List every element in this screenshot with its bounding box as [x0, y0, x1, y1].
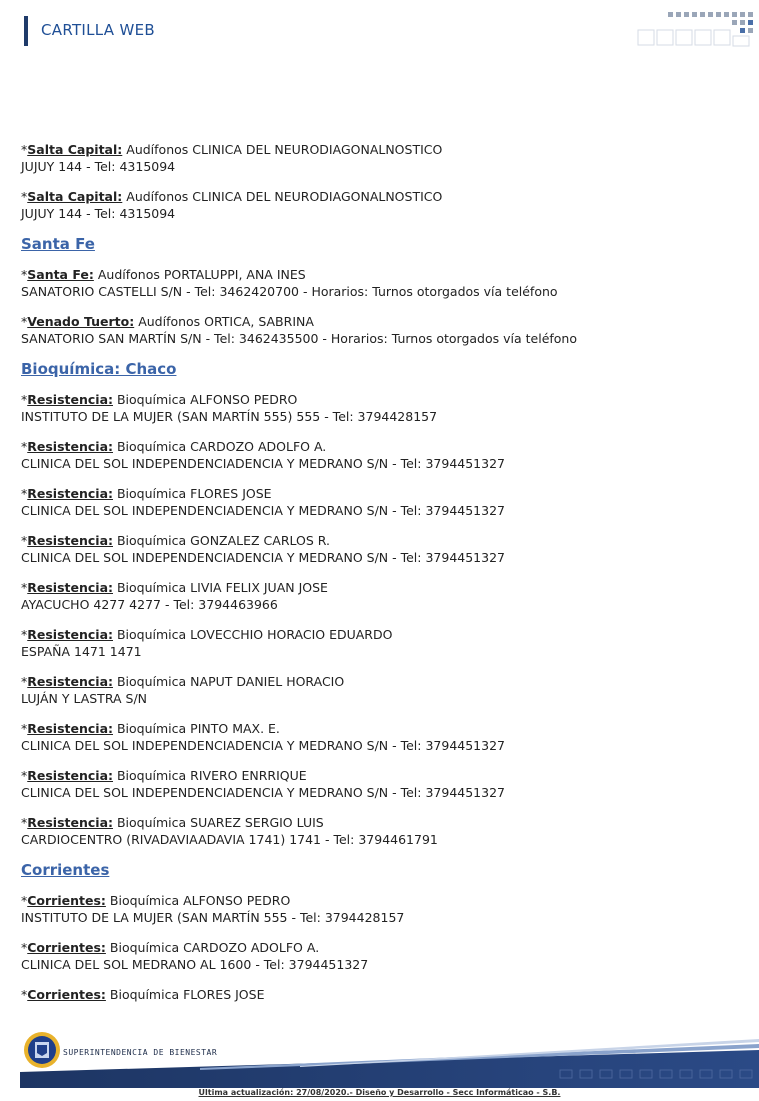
entry-location: Corrientes:	[27, 940, 106, 955]
entry-location: Resistencia:	[27, 580, 113, 595]
entry-location: Resistencia:	[27, 439, 113, 454]
entry-bullet: *	[21, 627, 28, 642]
entry-location: Corrientes:	[27, 893, 106, 908]
entry-address: CLINICA DEL SOL INDEPENDENCIADENCIA Y MEDRANO S/N - Tel: 3794451327	[21, 456, 505, 471]
listing-entry	[21, 485, 741, 519]
entry-address: SANATORIO CASTELLI S/N - Tel: 3462420700 - Horarios: Turnos otorgados vía teléfono	[21, 284, 558, 299]
listing-entry	[21, 532, 741, 566]
entry-description: Bioquímica NAPUT DANIEL HORACIO	[116, 674, 345, 689]
entry-bullet: *	[21, 893, 28, 908]
page-footer	[0, 1028, 759, 1101]
entry-bullet: *	[21, 580, 28, 595]
entry-address: CLINICA DEL SOL INDEPENDENCIADENCIA Y MEDRANO S/N - Tel: 3794451327	[21, 550, 505, 565]
entry-location: Salta Capital:	[27, 142, 123, 157]
entry-description: Bioquímica SUAREZ SERGIO LUIS	[116, 815, 324, 830]
listing-entry	[21, 579, 741, 613]
entry-bullet: *	[21, 314, 28, 329]
entry-address: JUJUY 144 - Tel: 4315094	[21, 159, 176, 174]
entry-description: Audífonos ORTICA, SABRINA	[138, 314, 314, 329]
entry-address: CLINICA DEL SOL INDEPENDENCIADENCIA Y MEDRANO S/N - Tel: 3794451327	[21, 785, 505, 800]
entry-address: LUJÁN Y LASTRA S/N	[21, 691, 148, 706]
entry-location: Resistencia:	[27, 627, 113, 642]
entry-address: SANATORIO SAN MARTÍN S/N - Tel: 3462435500 - Horarios: Turnos otorgados vía teléfono	[21, 331, 577, 346]
entry-location: Resistencia:	[27, 768, 113, 783]
last-updated-note: Ultima actualización: 27/08/2020.- Diseño y Desarrollo - Secc Informáticao - S.B.	[198, 1088, 561, 1097]
entry-description: Bioquímica LIVIA FELIX JUAN JOSE	[116, 580, 328, 595]
entry-bullet: *	[21, 674, 28, 689]
entry-bullet: *	[21, 142, 28, 157]
listing-entry	[21, 141, 741, 175]
institution-logo-icon	[23, 1031, 61, 1069]
entry-location: Resistencia:	[27, 486, 113, 501]
entry-location: Venado Tuerto:	[27, 314, 135, 329]
entry-description: Bioquímica FLORES JOSE	[109, 987, 265, 1002]
listing-entry	[21, 814, 741, 848]
entry-location: Resistencia:	[27, 392, 113, 407]
section-heading: Bioquímica: Chaco	[21, 360, 177, 378]
entry-description: Bioquímica CARDOZO ADOLFO A.	[116, 439, 327, 454]
entry-description: Bioquímica LOVECCHIO HORACIO EDUARDO	[116, 627, 393, 642]
organization-name: SUPERINTENDENCIA DE BIENESTAR	[63, 1048, 218, 1057]
entry-address: CARDIOCENTRO (RIVADAVIAADAVIA 1741) 1741 - Tel: 3794461791	[21, 832, 438, 847]
entry-description: Audífonos CLINICA DEL NEURODIAGONALNOSTICO	[126, 142, 443, 157]
entry-bullet: *	[21, 940, 28, 955]
entry-address: CLINICA DEL SOL MEDRANO AL 1600 - Tel: 3794451327	[21, 957, 369, 972]
entry-bullet: *	[21, 987, 28, 1002]
header-accent-bar	[24, 16, 28, 46]
listing-entry	[21, 626, 741, 660]
entry-address: CLINICA DEL SOL INDEPENDENCIADENCIA Y MEDRANO S/N - Tel: 3794451327	[21, 503, 505, 518]
listing-entry	[21, 438, 741, 472]
entry-location: Resistencia:	[27, 815, 113, 830]
entry-description: Bioquímica FLORES JOSE	[116, 486, 272, 501]
entry-description: Audífonos CLINICA DEL NEURODIAGONALNOSTICO	[126, 189, 443, 204]
entry-address: INSTITUTO DE LA MUJER (SAN MARTÍN 555 - Tel: 3794428157	[21, 910, 405, 925]
listing-entry	[21, 986, 741, 1003]
entry-address: CLINICA DEL SOL INDEPENDENCIADENCIA Y MEDRANO S/N - Tel: 3794451327	[21, 738, 505, 753]
entry-bullet: *	[21, 392, 28, 407]
entry-location: Resistencia:	[27, 533, 113, 548]
page-header	[0, 0, 759, 60]
entry-location: Corrientes:	[27, 987, 106, 1002]
section-heading: Corrientes	[21, 861, 110, 879]
entry-description: Bioquímica RIVERO ENRRIQUE	[116, 768, 307, 783]
listing-entry	[21, 892, 741, 926]
entry-address: INSTITUTO DE LA MUJER (SAN MARTÍN 555) 555 - Tel: 3794428157	[21, 409, 438, 424]
listing-entry	[21, 313, 741, 347]
entry-description: Bioquímica PINTO MAX. E.	[116, 721, 280, 736]
listing-entry	[21, 767, 741, 801]
entry-bullet: *	[21, 439, 28, 454]
entry-address: ESPAÑA 1471 1471	[21, 644, 142, 659]
entry-location: Santa Fe:	[27, 267, 94, 282]
entry-description: Bioquímica ALFONSO PEDRO	[116, 392, 298, 407]
header-decoration-icon	[636, 12, 756, 48]
entry-location: Resistencia:	[27, 721, 113, 736]
entry-bullet: *	[21, 533, 28, 548]
entry-location: Resistencia:	[27, 674, 113, 689]
entry-bullet: *	[21, 267, 28, 282]
entry-bullet: *	[21, 486, 28, 501]
listing-entry	[21, 266, 741, 300]
entry-description: Bioquímica GONZALEZ CARLOS R.	[116, 533, 330, 548]
section-heading: Santa Fe	[21, 235, 95, 253]
listing-entry	[21, 391, 741, 425]
entry-description: Bioquímica ALFONSO PEDRO	[109, 893, 291, 908]
entry-description: Bioquímica CARDOZO ADOLFO A.	[109, 940, 320, 955]
entry-address: AYACUCHO 4277 4277 - Tel: 3794463966	[21, 597, 278, 612]
entry-bullet: *	[21, 815, 28, 830]
listing-entry	[21, 188, 741, 222]
entry-description: Audífonos PORTALUPPI, ANA INES	[97, 267, 306, 282]
entry-address: JUJUY 144 - Tel: 4315094	[21, 206, 176, 221]
entry-bullet: *	[21, 768, 28, 783]
footer-banner	[0, 1028, 759, 1088]
entry-bullet: *	[21, 721, 28, 736]
listing-entry	[21, 720, 741, 754]
page-title: CARTILLA WEB	[41, 21, 155, 39]
listing-content	[21, 141, 741, 1016]
entry-bullet: *	[21, 189, 28, 204]
listing-entry	[21, 673, 741, 707]
entry-location: Salta Capital:	[27, 189, 123, 204]
listing-entry	[21, 939, 741, 973]
